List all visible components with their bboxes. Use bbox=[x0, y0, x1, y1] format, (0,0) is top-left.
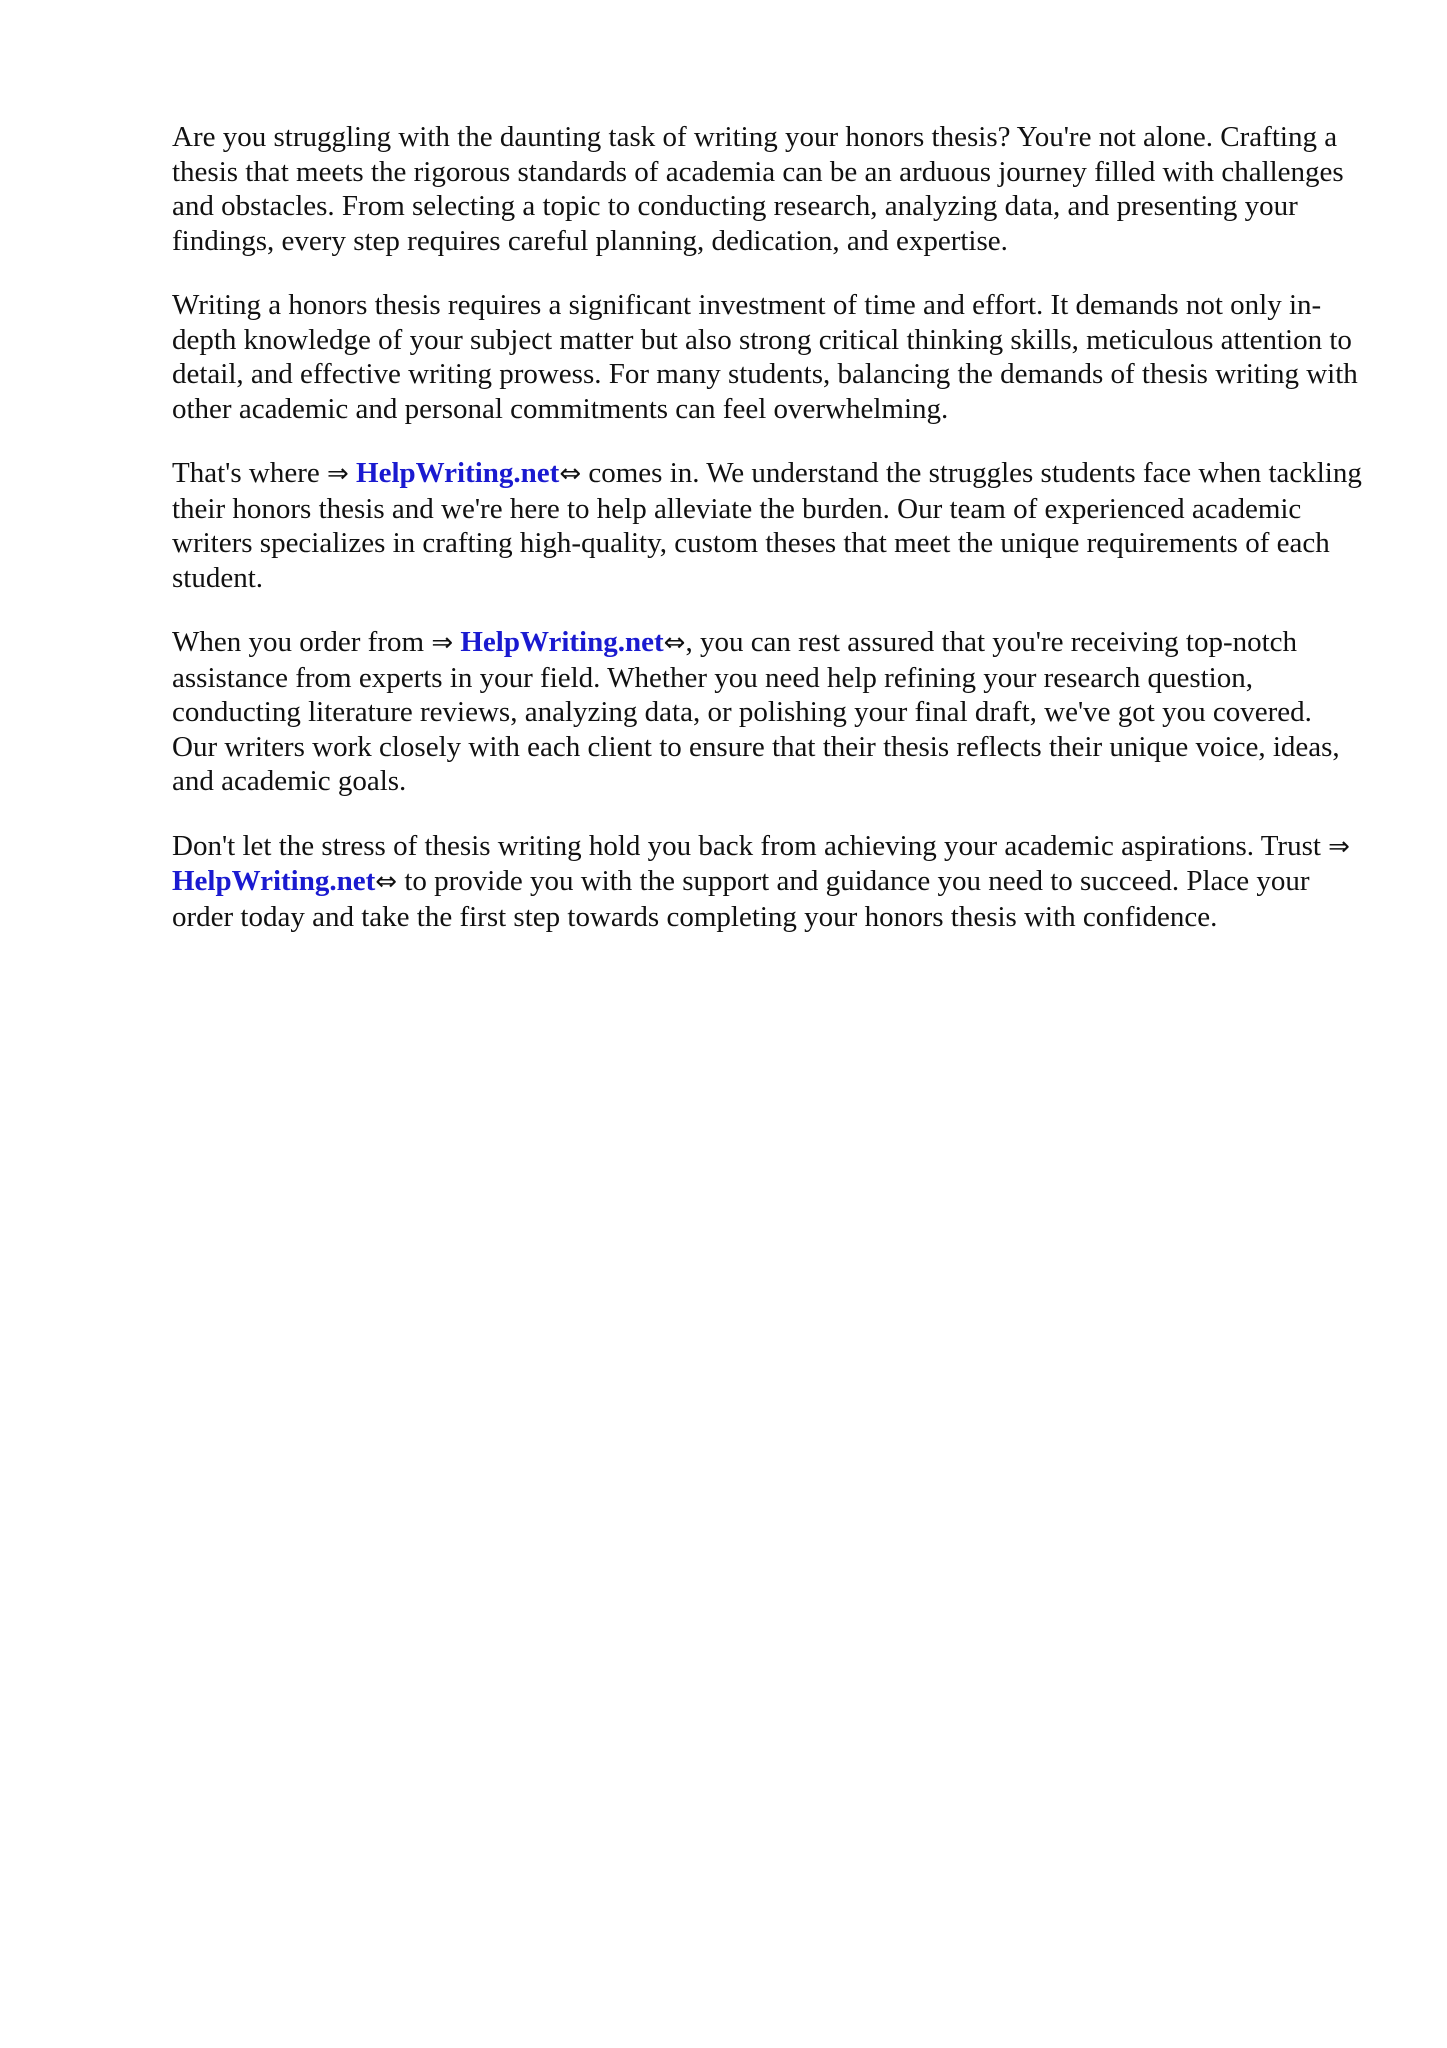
left-right-double-arrow-icon: ⇔ bbox=[663, 628, 686, 658]
left-right-double-arrow-icon: ⇔ bbox=[375, 867, 398, 897]
paragraph-text-before: When you order from bbox=[172, 626, 432, 658]
paragraph-text: Are you struggling with the daunting task of writing your honors thesis? You're not alone. Crafting a thesis that meets the rigorous standards of academia can be an arduous journey filled with challenges and obstacles. From selecting a topic to conducting research, analyzing data, and presenting your findings, every step requires careful planning, dedication, and expertise. bbox=[172, 121, 1344, 257]
paragraph-thats-where bbox=[172, 456, 1362, 595]
paragraph-trust bbox=[172, 829, 1362, 935]
left-right-double-arrow-icon: ⇔ bbox=[559, 459, 582, 489]
helpwriting-link[interactable]: HelpWriting.net bbox=[356, 457, 560, 489]
helpwriting-link[interactable]: HelpWriting.net bbox=[460, 626, 664, 658]
helpwriting-link[interactable]: HelpWriting.net bbox=[172, 865, 376, 897]
right-double-arrow-icon: ⇒ bbox=[327, 459, 349, 489]
paragraph-intro bbox=[172, 120, 1362, 258]
paragraph-text-before: Don't let the stress of thesis writing hold you back from achieving your academic aspirations. Trust bbox=[172, 829, 1329, 862]
paragraph-text-after: comes in. We understand the struggles students face when tackling their honors thesis and we're here to help alleviate the burden. Our team of experienced academic writers specializes in crafting high-quality, custom theses that meet the unique requirements of each student. bbox=[172, 457, 1362, 594]
paragraph-text-before: That's where bbox=[172, 457, 327, 489]
document-page bbox=[172, 120, 1362, 964]
right-double-arrow-icon: ⇒ bbox=[1328, 831, 1350, 862]
paragraph-investment bbox=[172, 288, 1362, 426]
paragraph-text-after: to provide you with the support and guidance you need to succeed. Place your order today and take the first step towards completing your honors thesis with confidence. bbox=[172, 865, 1310, 933]
right-double-arrow-icon: ⇒ bbox=[431, 628, 454, 658]
paragraph-order-from bbox=[172, 625, 1362, 799]
paragraph-text-after: , you can rest assured that you're receiving top-notch assistance from experts in your field. Whether you need help refining your research question, conducting literature reviews, analyzing data, or polishing your final draft, we've got you covered. Our writers work closely with each client to ensure that their thesis reflects their unique voice, ideas, and academic goals. bbox=[172, 626, 1340, 797]
paragraph-text: Writing a honors thesis requires a significant investment of time and effort. It demands not only in-depth knowledge of your subject matter but also strong critical thinking skills, meticulous attention to detail, and effective writing prowess. For many students, balancing the demands of thesis writing with other academic and personal commitments can feel overwhelming. bbox=[172, 289, 1358, 425]
